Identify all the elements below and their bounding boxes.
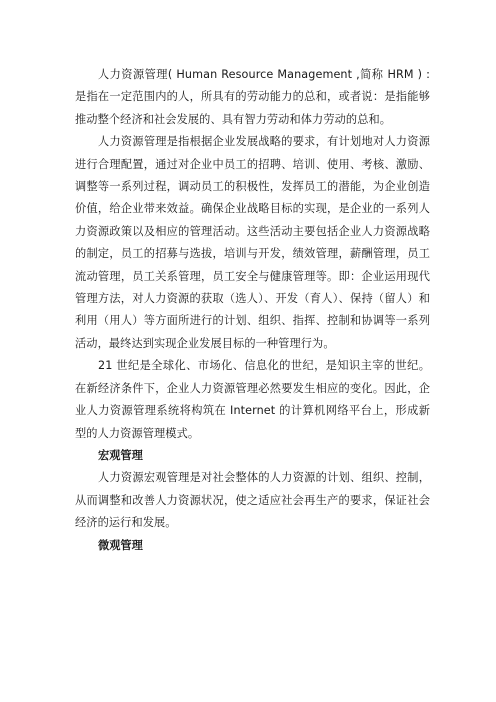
paragraph-macro-management: 人力资源宏观管理是对社会整体的人力资源的计划、组织、控制，从而调整和改善人力资源状况，使之适应社会再生产的要求，保证社会经济的运行和发展。 — [75, 471, 430, 530]
paragraph-hrm-definition: 人力资源管理( Human Resource Management ,简称 HRM ) : 是指在一定范围内的人，所具有的劳动能力的总和，或者说：是指能够推动整个经济和社会发展的、具有智力劳动和体力劳动的总和。 — [75, 68, 430, 126]
paragraph-hrm-management: 人力资源管理是指根据企业发展战略的要求，有计划地对人力资源进行合理配置，通过对企业中员工的招聘、培训、使用、考核、激励、调整等一系列过程，调动员工的积极性，发挥员工的潜能，为企业创造价值，给企业带来效益。确保企业战略目标的实现，是企业的一系列人力资源政策以及相应的管理活动。这些活动主要包括企业人力资源战略的制定，员工的招募与选拔，培训与开发，绩效管理，薪酬管理，员工流动管理，员工关系管理，员工安全与健康管理等。即：企业运用现代管理方法，对人力资源的获取（选人）、开发（育人）、保持（留人）和利用（用人）等方面所进行的计划、组织、指挥、控制和协调等一系列活动，最终达到实现企业发展目标的一种管理行为。 — [75, 135, 430, 350]
heading-macro-management: 宏观管理 — [98, 448, 143, 462]
paragraph-21st-century: 21 世纪是全球化、市场化、信息化的世纪，是知识主宰的世纪。在新经济条件下，企业人力资源管理必然要发生相应的变化。因此，企业人力资源管理系统将构筑在 Internet 的计算机网络平台上，形成新型的人力资源管理模式。 — [75, 359, 430, 440]
document-body — [75, 64, 430, 557]
heading-micro-management: 微观管理 — [98, 538, 143, 552]
